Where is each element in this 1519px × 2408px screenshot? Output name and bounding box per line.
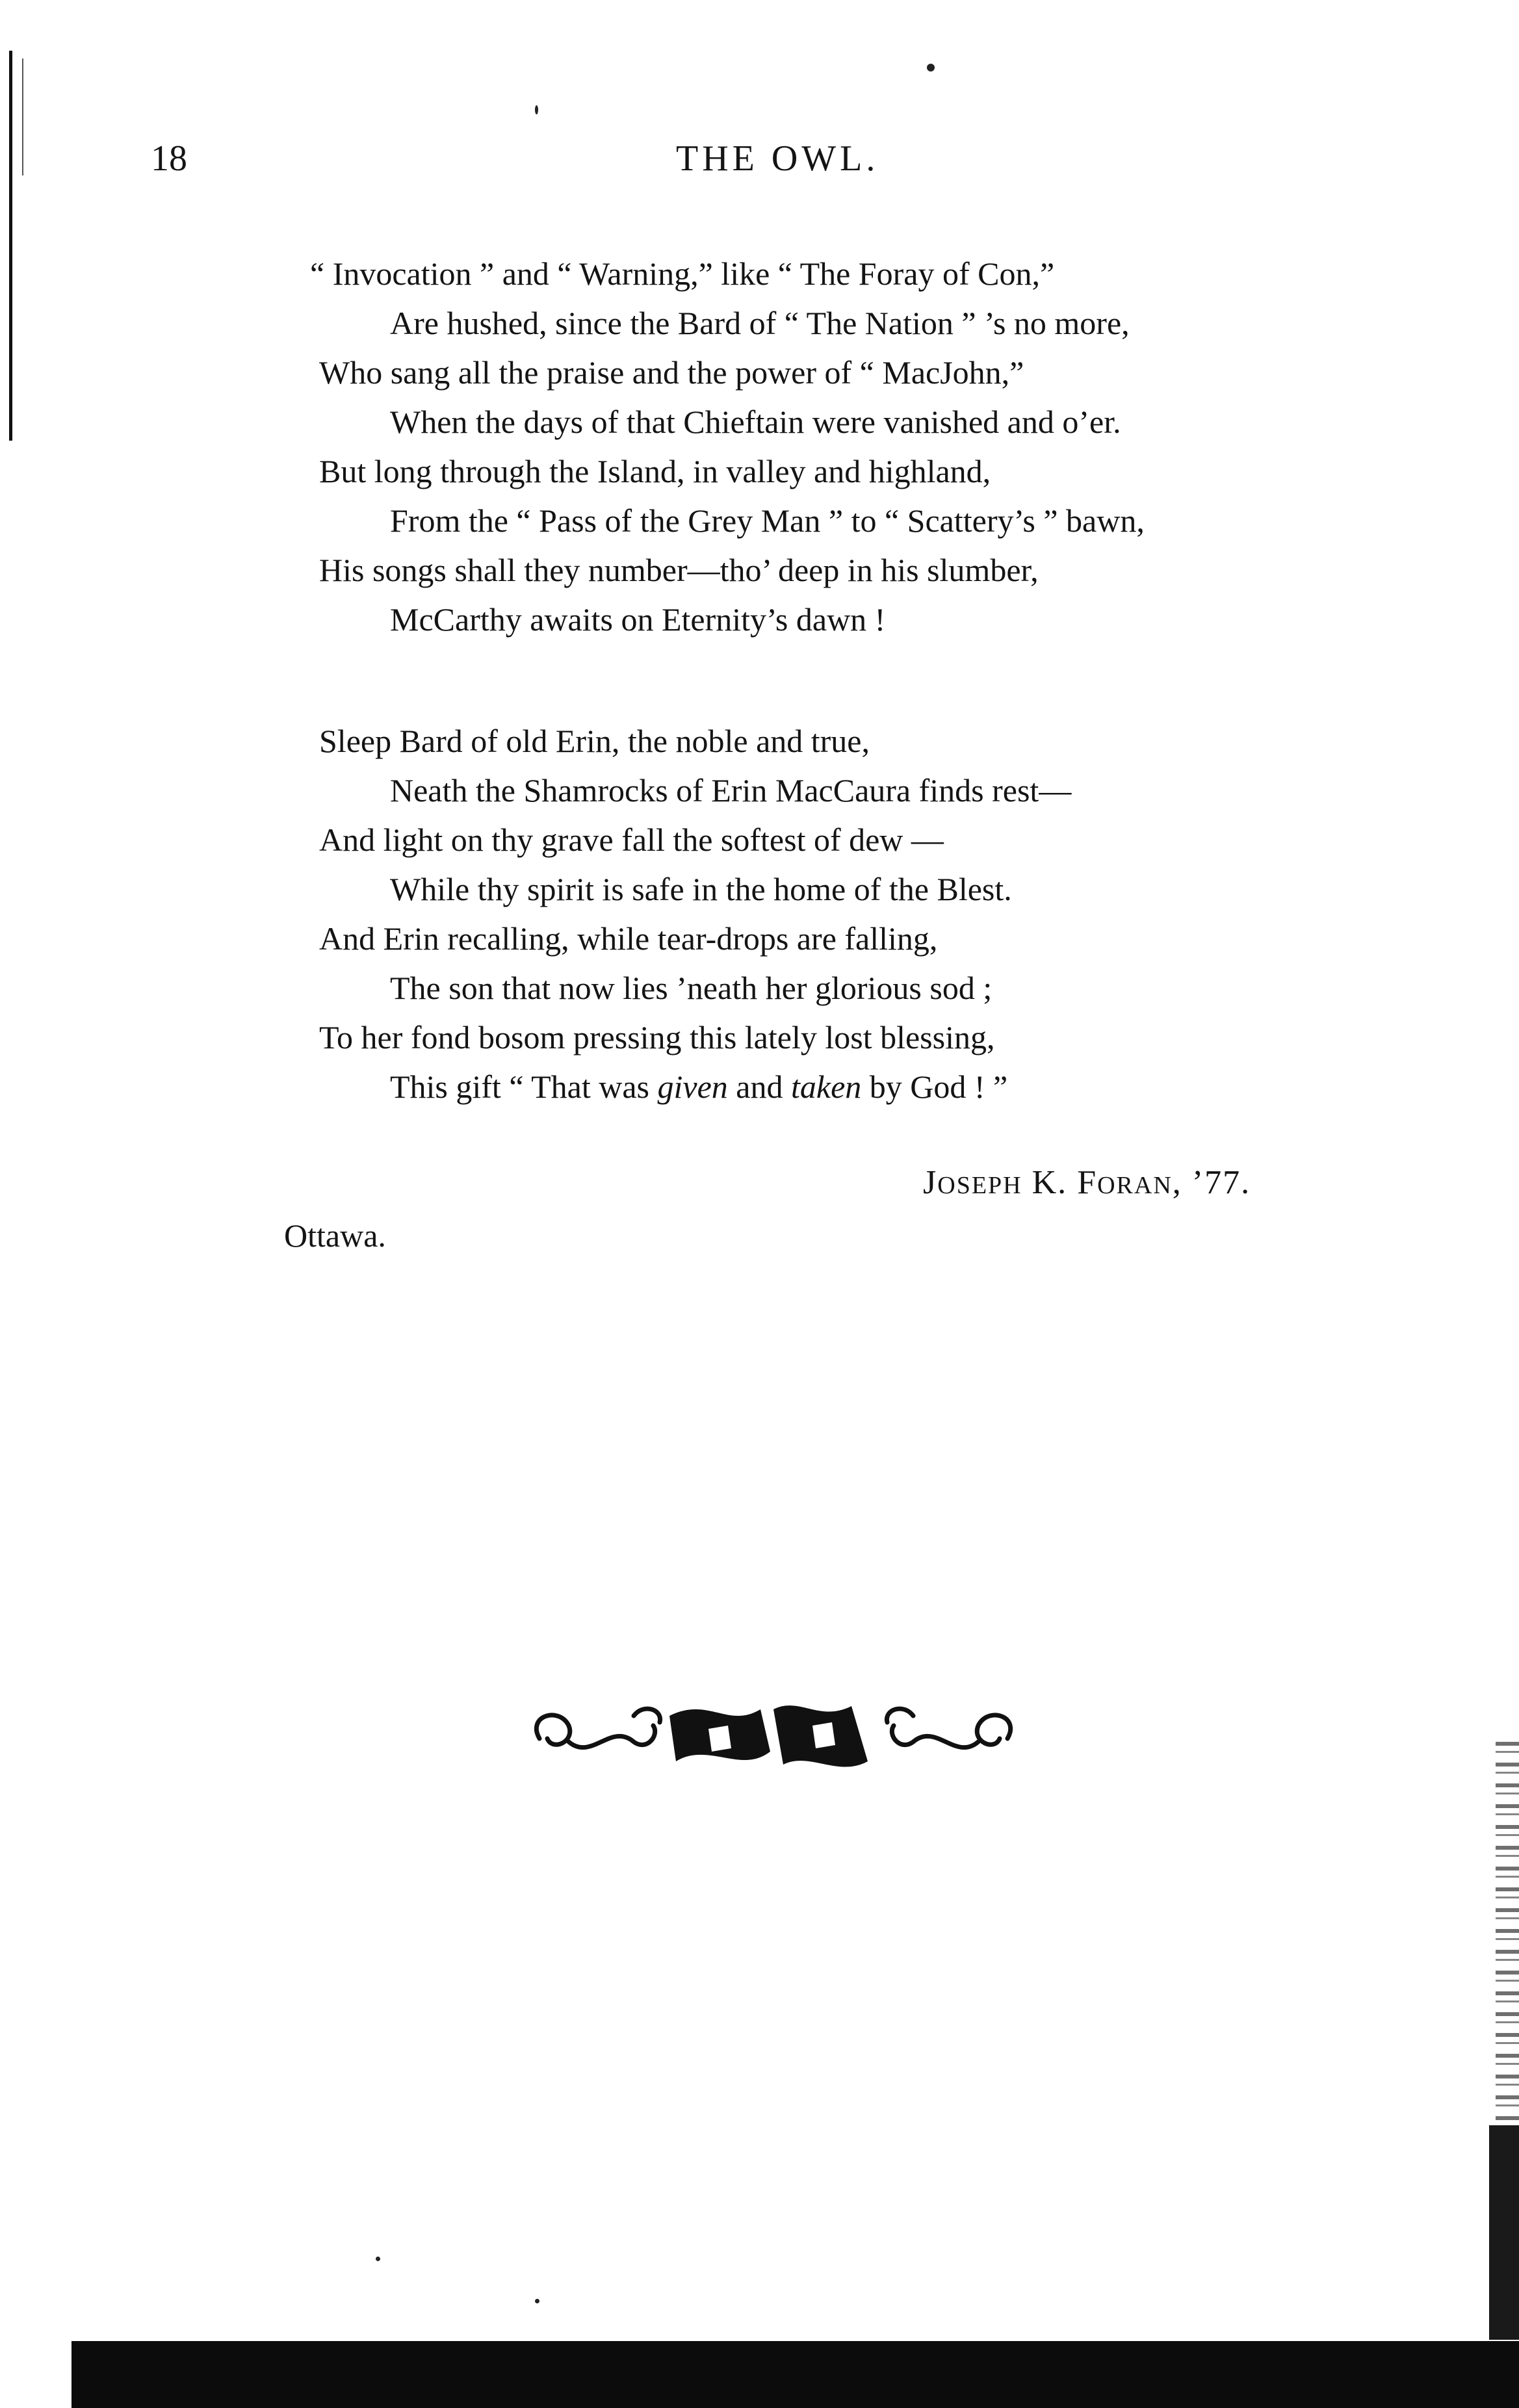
verse-line: But long through the Island, in valley and highland, xyxy=(319,453,991,489)
verse-line: “ Invocation ” and “ Warning,” like “ The Foray of Con,” xyxy=(310,255,1055,292)
scan-edge-mark xyxy=(1489,2125,1519,2340)
verse-line: The son that now lies ’neath her glorious sod ; xyxy=(390,970,993,1006)
verse-line: When the days of that Chieftain were vanished and o’er. xyxy=(390,404,1121,440)
running-title: THE OWL. xyxy=(676,138,879,179)
page-number: 18 xyxy=(151,138,187,179)
verse-line: From the “ Pass of the Grey Man ” to “ Scattery’s ” bawn, xyxy=(390,502,1145,539)
scroll-ornament-icon xyxy=(513,1690,1033,1787)
verse-line: Who sang all the praise and the power of “ MacJohn,” xyxy=(319,354,1024,391)
verse-line: Neath the Shamrocks of Erin MacCaura finds rest— xyxy=(390,772,1072,809)
scan-edge-mark xyxy=(9,51,12,441)
verse-line: McCarthy awaits on Eternity’s dawn ! xyxy=(390,601,886,638)
verse-line: This gift “ That was given and taken by God ! ” xyxy=(390,1068,1008,1105)
scan-edge-mark xyxy=(22,58,23,175)
scan-speck xyxy=(927,64,935,71)
place-line: Ottawa. xyxy=(284,1217,386,1254)
verse-line: And light on thy grave fall the softest of dew — xyxy=(319,822,944,858)
scan-speck xyxy=(535,2299,539,2303)
scan-speck xyxy=(376,2257,380,2261)
verse-line: And Erin recalling, while tear-drops are falling, xyxy=(319,920,938,957)
author-signature: JOSEPH K. FORAN, ’77. xyxy=(923,1164,1251,1201)
verse-line: His songs shall they number—tho’ deep in his slumber, xyxy=(319,552,1039,588)
verse-line: Are hushed, since the Bard of “ The Nation ” ’s no more, xyxy=(390,305,1130,341)
verse-line: Sleep Bard of old Erin, the noble and true, xyxy=(319,723,870,759)
scan-bottom-bar xyxy=(71,2341,1519,2408)
verse-line: While thy spirit is safe in the home of the Blest. xyxy=(390,871,1012,907)
scan-speck xyxy=(535,105,538,114)
verse-line: To her fond bosom pressing this lately lost blessing, xyxy=(319,1019,995,1055)
